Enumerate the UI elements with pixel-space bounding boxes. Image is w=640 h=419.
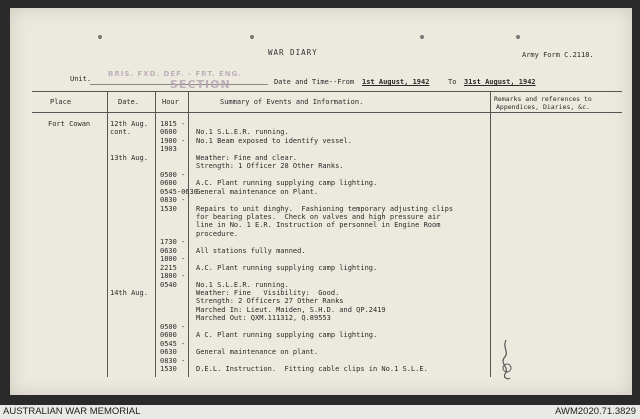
entry-hour: 1900 - [160, 136, 186, 145]
entry-hour: 0500 - [160, 170, 186, 179]
col-header-hour: Hour [162, 98, 179, 106]
footer-institution: AUSTRALIAN WAR MEMORIAL [3, 406, 141, 417]
footer-bar [0, 405, 640, 419]
entry-hour: 1530 [160, 204, 177, 213]
pin-mark [420, 35, 424, 39]
column-rule [490, 91, 491, 377]
entry-hour: 0600 [160, 331, 177, 340]
entry-date: 14th Aug. [110, 289, 148, 297]
entry-hour: 0830 - [160, 196, 186, 205]
table-top-rule [32, 91, 622, 92]
col-header-summary: Summary of Events and Information. [220, 98, 364, 106]
entry-summary: for bearing plates. Check on valves and high pressure air [196, 212, 441, 221]
pin-mark [250, 35, 254, 39]
signature-mark [496, 338, 518, 382]
col-header-remarks: Remarks and references to [494, 95, 592, 103]
entry-summary: No.1 Beam exposed to identify vessel. [196, 136, 352, 145]
unit-label: Unit. [70, 75, 92, 83]
col-header-date: Date. [118, 98, 140, 106]
entry-date: cont. [110, 128, 132, 137]
entry-hour: 0630 [160, 246, 177, 255]
column-rule [155, 91, 156, 377]
entry-summary: A C. Plant running supplying camp lighting. [196, 331, 378, 340]
entry-place: Fort Cowan [48, 120, 91, 128]
entry-summary: A.C. Plant running supplying camp lighting. [196, 179, 378, 188]
entry-hour: 0600 [160, 128, 177, 137]
col-header-remarks: Appendices, Diaries, &c. [496, 103, 590, 111]
diary-page [10, 8, 632, 395]
entry-summary: Repairs to unit dinghy. Fashioning temporary adjusting clips [196, 204, 454, 213]
army-form-label: Army Form C.2118. [522, 51, 594, 59]
entry-hour: 2215 [160, 263, 177, 272]
entry-summary: procedure. [196, 229, 239, 238]
entry-hour: 1800 - [160, 272, 186, 281]
entry-summary: Marched In: Lieut. Maiden, S.H.D. and QP.2419 [196, 305, 386, 314]
entry-summary: All stations fully manned. [196, 246, 306, 255]
entry-summary: No.1 S.L.E.R. running. [196, 128, 289, 137]
entry-summary: D.E.L. Instruction. Fitting cable clips in No.1 S.L.E. [196, 365, 428, 374]
unit-stamp: BRIS. FXD. DEF. ‑ FRT. ENG. [108, 70, 243, 78]
to-label: To [448, 78, 457, 86]
date-time-label: Date and Time--From [274, 78, 355, 86]
entry-summary: General maintenance on Plant. [196, 187, 319, 196]
entry-hour: 0500 - [160, 322, 186, 331]
entry-hour: 0600 [160, 179, 177, 188]
entry-hour: 0545-0630 [160, 187, 198, 196]
entry-date: 13th Aug. [110, 153, 148, 162]
entry-hour: 0630 [160, 348, 177, 357]
footer-accession: AWM2020.71.3829 [555, 406, 636, 417]
date-to: 31st August, 1942 [464, 78, 536, 86]
entry-date: 12th Aug. [110, 120, 148, 128]
page-title: WAR DIARY [268, 48, 318, 57]
entry-hour: 0830 - [160, 356, 186, 365]
column-rule [107, 91, 108, 377]
entry-hour: 1800 - [160, 255, 186, 264]
pin-mark [516, 35, 520, 39]
entry-summary: Strength: 1 Officer 28 Other Ranks. [196, 162, 344, 171]
entry-hour: 0545 - [160, 339, 186, 348]
entry-summary: line in No. 1 E.R. Instruction of personnel in Engine Room [196, 221, 441, 230]
entry-summary: Weather: Fine Visibility: Good. [196, 289, 340, 297]
entry-summary: Weather: Fine and clear. [196, 153, 298, 162]
entry-summary: Marched Out: QXM.111312, Q.89553 [196, 314, 331, 323]
entry-summary: General maintenance on plant. [196, 348, 319, 357]
column-rule [188, 91, 189, 377]
entry-hour: 0540 [160, 280, 177, 289]
entry-hour: 1903 [160, 145, 177, 154]
entry-summary: No.1 S.L.E.R. running. [196, 280, 289, 289]
entry-hour: 1730 - [160, 238, 186, 247]
entry-hour: 1530 [160, 365, 177, 374]
entry-summary: A.C. Plant running supplying camp lighting. [196, 263, 378, 272]
entry-hour: 1815 - [160, 120, 186, 128]
col-header-place: Place [50, 98, 72, 106]
entry-summary: Strength: 2 Officers 27 Other Ranks [196, 297, 344, 306]
table-header-rule [32, 112, 622, 113]
unit-stamp-section: SECTION [170, 78, 231, 91]
pin-mark [98, 35, 102, 39]
date-from: 1st August, 1942 [362, 78, 430, 86]
